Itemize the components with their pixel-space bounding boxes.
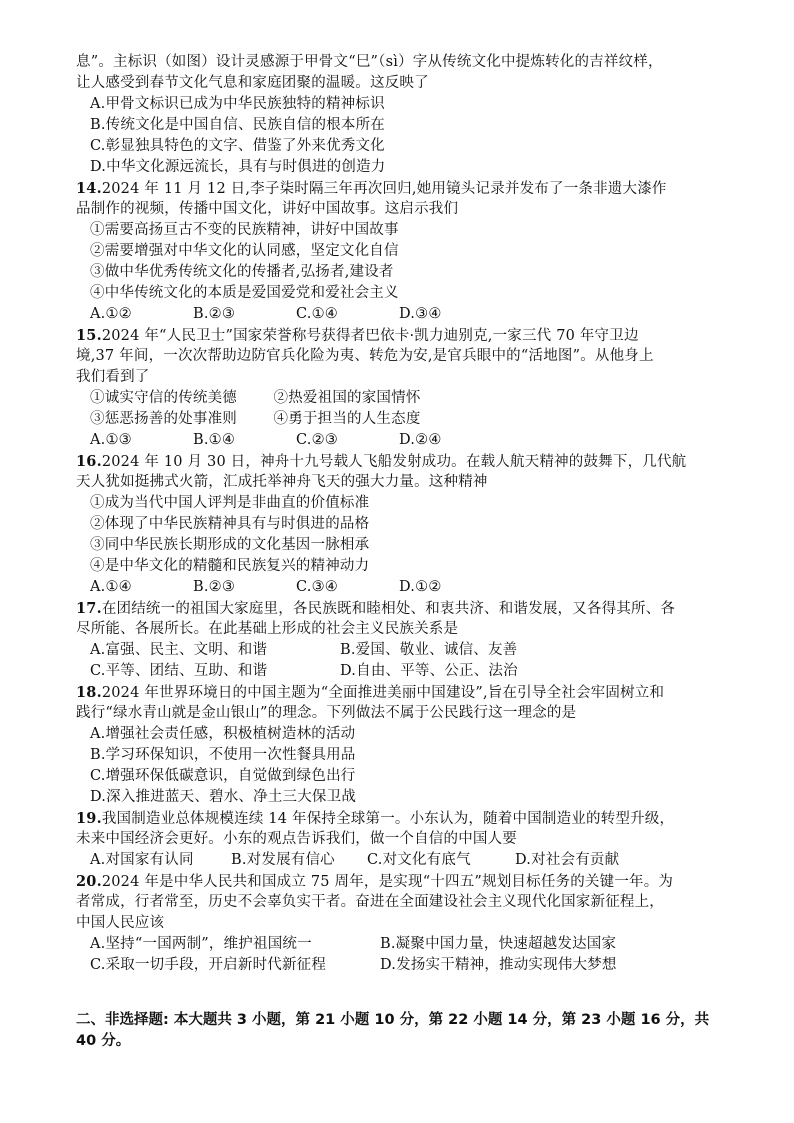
- statement-item: ①需要高扬亘古不变的民族精神，讲好中国故事: [90, 222, 399, 238]
- question-stem-line: 者常成，行者常至，历史不会辜负实干者。奋进在全面建设社会主义现代化国家新征程上，: [76, 894, 664, 910]
- option-c: C.彰显独具特色的文字、借鉴了外来优秀文化: [90, 138, 385, 154]
- question-14: [76, 178, 726, 325]
- exam-page: [76, 52, 726, 1052]
- option-d: D.自由、平等、公正、法治: [340, 663, 518, 679]
- option-a: A.甲骨文标识已成为中华民族独特的精神标识: [90, 96, 385, 112]
- statement-item: ①成为当代中国人评判是非曲直的价值标准: [90, 495, 370, 511]
- option-a: A.增强社会责任感，积极植树造林的活动: [90, 726, 356, 742]
- question-stem-line: 尽所能、各展所长。在此基础上形成的社会主义民族关系是: [76, 621, 459, 637]
- statement-item: ①诚实守信的传统美德: [90, 390, 237, 406]
- section-heading-line: 40 分。: [76, 1033, 131, 1049]
- question-number: 19.: [76, 810, 102, 827]
- question-stem-line: 16.2024 年 10 月 30 日，神舟十九号载人飞船发射成功。在载人航天精神的鼓舞下，几代航: [76, 453, 687, 470]
- option-c: C.③④: [296, 579, 338, 595]
- option-a: A.富强、民主、文明、和谐: [90, 642, 268, 658]
- question-19: [76, 808, 726, 871]
- question-stem-line: 让人感受到春节文化气息和家庭团聚的温暖。这反映了: [76, 75, 429, 91]
- question-number: 17.: [76, 600, 102, 617]
- option-b: B.凝聚中国力量，快速超越发达国家: [380, 936, 617, 952]
- section-heading-line: 二、非选择题: 本大题共 3 小题，第 21 小题 10 分，第 22 小题 14 分，第 23 小题 16 分，共: [76, 1012, 710, 1028]
- option-b: B.传统文化是中国自信、民族自信的根本所在: [90, 117, 385, 133]
- option-d: D.②④: [399, 432, 442, 448]
- statement-item: ②需要增强对中华文化的认同感，坚定文化自信: [90, 243, 399, 259]
- statement-item: ④中华传统文化的本质是爱国爱党和爱社会主义: [90, 285, 399, 301]
- option-b: B.②③: [193, 306, 236, 322]
- statement-item: ③做中华优秀传统文化的传播者,弘扬者,建设者: [90, 264, 394, 280]
- question-number: 20.: [76, 873, 102, 890]
- question-stem-line: 未来中国经济会更好。小东的观点告诉我们，做一个自信的中国人要: [76, 831, 517, 847]
- question-stem-line: 14.2024 年 11 月 12 日,李子柒时隔三年再次回归,她用镜头记录并发布了一条非遗大漆作: [76, 180, 667, 197]
- option-d: D.发扬实干精神，推动实现伟大梦想: [380, 957, 617, 973]
- question-stem-line: 我们看到了: [76, 369, 150, 385]
- spacer: [76, 976, 726, 1010]
- question-stem-line: 19.我国制造业总体规模连续 14 年保持全球第一。小东认为，随着中国制造业的转型升级，: [76, 810, 675, 827]
- option-a: A.坚持“一国两制”，维护祖国统一: [90, 936, 312, 952]
- option-a: A.①②: [90, 306, 132, 322]
- options-row: [76, 955, 726, 976]
- option-b: B.爱国、敬业、诚信、友善: [340, 642, 518, 658]
- option-c: C.②③: [296, 432, 338, 448]
- option-b: B.对发展有信心: [231, 852, 335, 868]
- option-c: C.采取一切手段，开启新时代新征程: [90, 957, 327, 973]
- statement-item: ②热爱祖国的家国情怀: [273, 390, 421, 406]
- option-a: A.对国家有认同: [90, 852, 194, 868]
- option-d: D.①②: [399, 579, 442, 595]
- question-20: [76, 871, 726, 976]
- options-row: [76, 661, 726, 682]
- question-stem-line: 天人犹如挺拂式火箭，汇成托举神舟飞天的强大力量。这种精神: [76, 474, 488, 490]
- question-stem-line: 中国人民应该: [76, 915, 165, 931]
- question-stem-line: 18.2024 年世界环境日的中国主题为“全面推进美丽中国建设”,旨在引导全社会牢固树立和: [76, 684, 665, 701]
- question-stem-line: 17.在团结统一的祖国大家庭里，各民族既和睦相处、和衷共济、和谐发展，又各得其所、各: [76, 600, 676, 617]
- question-stem-line: 15.2024 年“人民卫士”国家荣誉称号获得者巴依卡·凯力迪别克,一家三代 70 年守卫边: [76, 327, 639, 344]
- option-a: A.①③: [90, 432, 132, 448]
- option-d: D.对社会有贡献: [515, 852, 620, 868]
- option-c: C.对文化有底气: [367, 852, 471, 868]
- question-stem-line: 品制作的视频，传播中国文化，讲好中国故事。这启示我们: [76, 201, 459, 217]
- option-b: B.学习环保知识，不使用一次性餐具用品: [90, 747, 356, 763]
- question-17: [76, 598, 726, 682]
- statement-item: ④是中华文化的精髓和民族复兴的精神动力: [90, 558, 370, 574]
- statement-row: [76, 388, 510, 409]
- question-number: 14.: [76, 180, 102, 197]
- option-a: A.①④: [90, 579, 132, 595]
- option-d: D.深入推进蓝天、碧水、净土三大保卫战: [90, 789, 357, 805]
- statement-row: [76, 409, 510, 430]
- statement-item: ④勇于担当的人生态度: [273, 411, 421, 427]
- option-b: B.②③: [193, 579, 236, 595]
- question-number: 16.: [76, 453, 102, 470]
- options-row: [76, 850, 726, 871]
- options-row: [76, 934, 726, 955]
- question-13: [76, 52, 726, 178]
- options-row: [76, 304, 726, 325]
- option-d: D.中华文化源远流长，具有与时俱进的创造力: [90, 159, 386, 175]
- option-c: C.①④: [296, 306, 338, 322]
- option-c: C.增强环保低碳意识，自觉做到绿色出行: [90, 768, 356, 784]
- options-row: [76, 640, 726, 661]
- question-15: [76, 325, 726, 451]
- question-stem-line: 20.2024 年是中华人民共和国成立 75 周年，是实现“十四五”规划目标任务的关键一年。为: [76, 873, 674, 890]
- question-16: [76, 451, 726, 598]
- options-row: [76, 577, 726, 598]
- question-stem-line: 境,37 年间，一次次帮助边防官兵化险为夷、转危为安,是官兵眼中的“活地图”。从他身上: [76, 348, 654, 364]
- statement-item: ③同中华民族长期形成的文化基因一脉相承: [90, 537, 370, 553]
- statement-item: ③惩恶扬善的处事准则: [90, 411, 237, 427]
- options-row: [76, 430, 726, 451]
- option-b: B.①④: [193, 432, 236, 448]
- question-number: 15.: [76, 327, 102, 344]
- question-number: 18.: [76, 684, 102, 701]
- question-18: [76, 682, 726, 808]
- section-heading: [76, 1010, 726, 1052]
- question-stem-line: 践行“绿水青山就是金山银山”的理念。下列做法不属于公民践行这一理念的是: [76, 705, 577, 721]
- question-stem-line: 息”。主标识（如图）设计灵感源于甲骨文“巳”（sì）字从传统文化中提炼转化的吉祥纹样，: [76, 54, 663, 70]
- option-d: D.③④: [399, 306, 442, 322]
- option-c: C.平等、团结、互助、和谐: [90, 663, 268, 679]
- statement-item: ②体现了中华民族精神具有与时俱进的品格: [90, 516, 370, 532]
